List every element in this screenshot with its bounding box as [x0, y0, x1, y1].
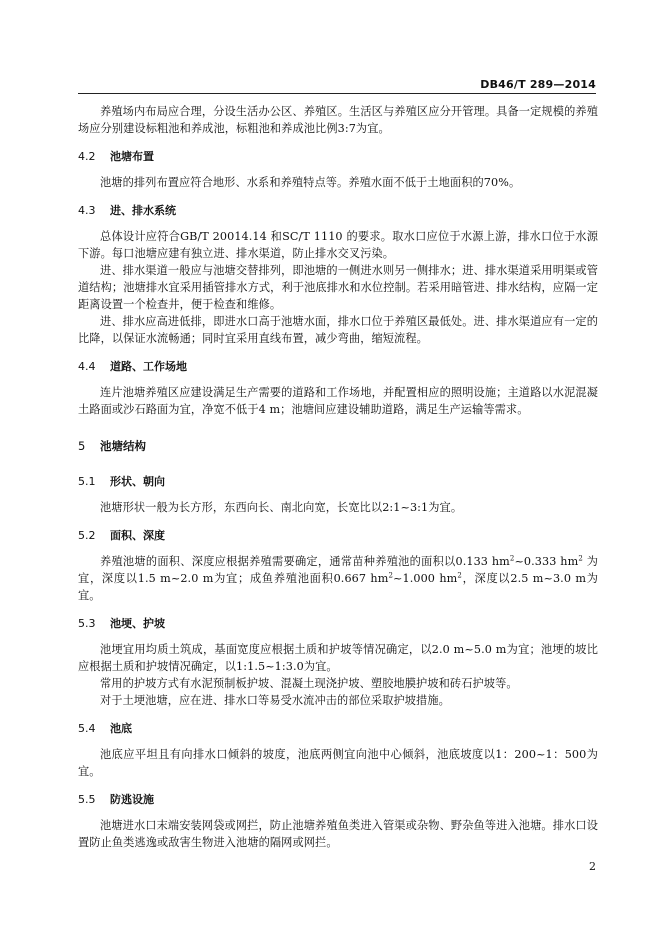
section-number: 5.2 — [78, 529, 96, 542]
text-run: ~1.000 hm — [393, 572, 458, 585]
section-title: 池埂、护坡 — [110, 617, 165, 630]
section-title: 池底 — [110, 722, 132, 735]
superscript: 2 — [457, 571, 462, 580]
section-heading-5-2 — [78, 528, 598, 544]
section-number: 5.4 — [78, 722, 96, 735]
paragraph-5-3-3: 对于土埂池塘，应在进、排水口等易受水流冲击的部位采取护坡措施。 — [100, 694, 450, 707]
text-run: 为宜，深度以1.5 m~2.0 m为宜；成鱼养殖池面积0.667 hm — [78, 555, 598, 585]
section-heading-5-1 — [78, 474, 598, 490]
paragraph-4-4-1: 连片池塘养殖区应建设满足生产需要的道路和工作场地，并配置相应的照明设施；主道路以水泥混凝土路面或沙石路面为宜，净宽不低于4 m；池塘间应建设辅助道路，满足生产运输等需求。 — [78, 386, 598, 416]
paragraph-4-3-1: 总体设计应符合GB/T 20014.14 和SC/T 1110 的要求。取水口应位于水源上游，排水口位于水源下游。每口池塘应建有独立进、排水渠道，防止排水交叉污染。 — [78, 230, 598, 260]
paragraph-5-1-1: 池塘形状一般为长方形，东西向长、南北向宽，长宽比以2:1~3:1为宜。 — [100, 501, 463, 514]
paragraph-5-3-1: 池埂宜用均质土筑成，基面宽度应根据土质和护坡等情况确定，以2.0 m~5.0 m为宜；池埂的坡比应根据土质和护坡情况确定，以1:1.5~1:3.0为宜。 — [78, 643, 598, 673]
section-title: 形状、朝向 — [110, 475, 165, 488]
superscript: 2 — [578, 554, 583, 563]
section-heading-4-4 — [78, 359, 598, 375]
page-number: 2 — [589, 860, 596, 873]
paragraph-5-5-1: 池塘进水口末端安装网袋或网拦，防止池塘养殖鱼类进入管渠或杂物、野杂鱼等进入池塘。排水口设置防止鱼类逃逸或敌害生物进入池塘的隔网或网拦。 — [78, 819, 598, 849]
section-heading-4-3 — [78, 203, 598, 219]
section-title: 面积、深度 — [110, 529, 165, 542]
chapter-heading-5 — [78, 438, 598, 454]
paragraph-5-3-2: 常用的护坡方式有水泥预制板护坡、混凝土现浇护坡、塑胶地膜护坡和砖石护坡等。 — [100, 677, 518, 690]
text-run: ，深度以2.5 m~3.0 m为宜。 — [78, 572, 599, 602]
section-number: 4.2 — [78, 150, 96, 163]
document-body — [78, 103, 598, 851]
section-title: 防逃设施 — [110, 793, 154, 806]
chapter-number: 5 — [78, 439, 86, 453]
paragraph-4-3-3: 进、排水应高进低排，即进水口高于池塘水面，排水口位于养殖区最低处。进、排水渠道应有一定的比降，以保证水流畅通；同时宜采用直线布置，减少弯曲，缩短流程。 — [78, 315, 598, 345]
chapter-title: 池塘结构 — [100, 439, 146, 453]
section-heading-5-3 — [78, 616, 598, 632]
section-title: 进、排水系统 — [110, 204, 176, 217]
doc-code-header: DB46/T 289—2014 — [480, 78, 596, 91]
section-number: 5.5 — [78, 793, 96, 806]
text-run: ~0.333 hm — [514, 555, 579, 568]
superscript: 2 — [388, 571, 393, 580]
section-number: 4.3 — [78, 204, 96, 217]
section-number: 4.4 — [78, 360, 96, 373]
section-heading-4-2 — [78, 149, 598, 165]
section-title: 池塘布置 — [110, 150, 154, 163]
paragraph-4-2-1: 池塘的排列布置应符合地形、水系和养殖特点等。养殖水面不低于土地面积的70%。 — [100, 176, 521, 189]
text-run: 养殖池塘的面积、深度应根据养殖需要确定，通常苗种养殖池的面积以0.133 hm — [100, 555, 510, 568]
intro-paragraph: 养殖场内布局应合理，分设生活办公区、养殖区。生活区与养殖区应分开管理。具备一定规模的养殖场应分别建设标粗池和养成池，标粗池和养成池比例3:7为宜。 — [78, 105, 598, 135]
section-title: 道路、工作场地 — [110, 360, 187, 373]
section-heading-5-5 — [78, 792, 598, 808]
section-number: 5.3 — [78, 617, 96, 630]
section-number: 5.1 — [78, 475, 96, 488]
section-heading-5-4 — [78, 721, 598, 737]
paragraph-4-3-2: 进、排水渠道一般应与池塘交替排列，即池塘的一侧进水则另一侧排水；进、排水渠道采用明渠或管道结构；池塘排水宜采用插管排水方式，利于池底排水和水位控制。若采用暗管进、排水结构，应隔一定距离设置一个检查井，便于检查和维修。 — [78, 264, 598, 311]
superscript: 2 — [509, 554, 515, 563]
paragraph-5-4-1: 池底应平坦且有向排水口倾斜的坡度，池底两侧宜向池中心倾斜，池底坡度以1：200~1：500为宜。 — [78, 748, 598, 778]
header-rule — [78, 93, 596, 94]
paragraph-5-2-1 — [78, 553, 598, 604]
